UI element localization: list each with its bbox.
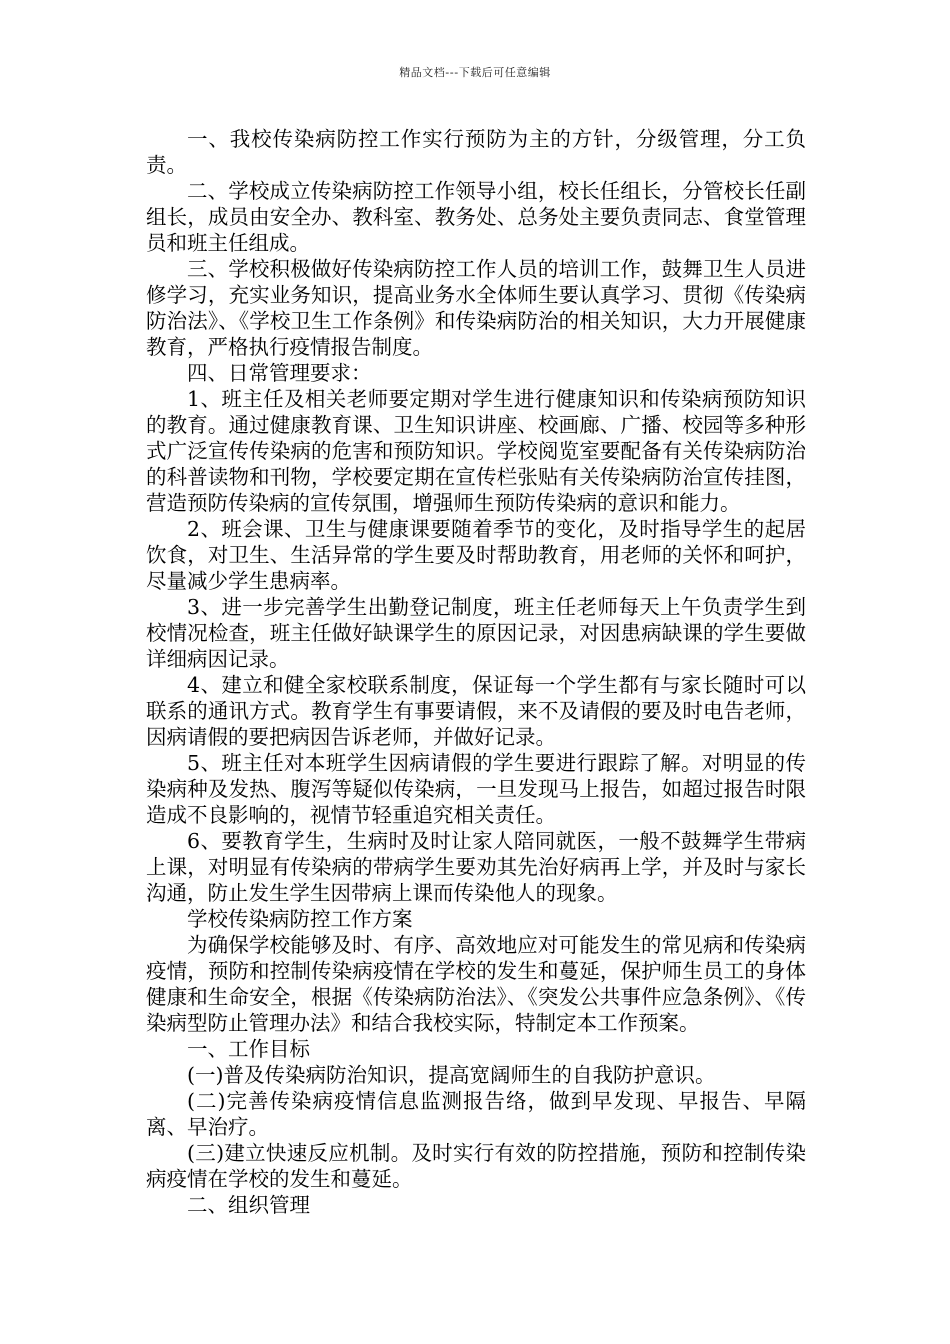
paragraph: 二、学校成立传染病防控工作领导小组，校长任组长，分管校长任副组长，成员由安全办、教科室、教务处、总务处主要负责同志、食堂管理员和班主任组成。 [146,179,806,255]
document-title: 学校传染病防控工作方案 [187,907,413,931]
paragraph: 6、要教育学生，生病时及时让家人陪同就医，一般不鼓舞学生带病上课，对明显有传染病的带病学生要劝其先治好病再上学，并及时与家长沟通，防止发生学生因带病上课而传染他人的现象。 [146,829,806,905]
document-body [146,126,806,1218]
section-heading: 四、日常管理要求： [187,361,372,385]
paragraph: (一)普及传染病防治知识，提高宽阔师生的自我防护意识。 [187,1063,716,1087]
paragraph: (二)完善传染病疫情信息监测报告络，做到早发现、早报告、早隔离、早治疗。 [146,1089,806,1139]
paragraph: 1、班主任及相关老师要定期对学生进行健康知识和传染病预防知识的教育。通过健康教育课、卫生知识讲座、校画廊、广播、校园等多种形式广泛宣传传染病的危害和预防知识。学校阅览室要配备有关传染病防治的科普读物和刊物，学校要定期在宣传栏张贴有关传染病防治宣传挂图，营造预防传染病的宣传氛围，增强师生预防传染病的意识和能力。 [146,387,806,515]
paragraph: (三)建立快速反应机制。及时实行有效的防控措施，预防和控制传染病疫情在学校的发生和蔓延。 [146,1141,806,1191]
paragraph: 5、班主任对本班学生因病请假的学生要进行跟踪了解。对明显的传染病种及发热、腹泻等疑似传染病，一旦发现马上报告，如超过报告时限造成不良影响的，视情节轻重追究相关责任。 [146,751,806,827]
section-heading: 二、组织管理 [187,1193,310,1217]
paragraph: 2、班会课、卫生与健康课要随着季节的变化，及时指导学生的起居饮食，对卫生、生活异常的学生要及时帮助教育，用老师的关怀和呵护，尽量减少学生患病率。 [146,517,806,593]
page-header: 精品文档---下载后可任意编辑 [399,66,551,79]
section-heading: 一、工作目标 [187,1037,310,1061]
paragraph: 4、建立和健全家校联系制度，保证每一个学生都有与家长随时可以联系的通讯方式。教育学生有事要请假，来不及请假的要及时电告老师，因病请假的要把病因告诉老师，并做好记录。 [146,673,806,749]
paragraph: 为确保学校能够及时、有序、高效地应对可能发生的常见病和传染病疫情，预防和控制传染病疫情在学校的发生和蔓延，保护师生员工的身体健康和生命安全，根据《传染病防治法》、《突发公共事件应急条例》、《传染病型防止管理办法》和结合我校实际，特制定本工作预案。 [146,933,806,1035]
paragraph: 一、我校传染病防控工作实行预防为主的方针，分级管理，分工负责。 [146,127,806,177]
paragraph: 3、进一步完善学生出勤登记制度，班主任老师每天上午负责学生到校情况检查，班主任做好缺课学生的原因记录，对因患病缺课的学生要做详细病因记录。 [146,595,806,671]
paragraph: 三、学校积极做好传染病防控工作人员的培训工作，鼓舞卫生人员进修学习，充实业务知识，提高业务水全体师生要认真学习、贯彻《传染病防治法》、《学校卫生工作条例》和传染病防治的相关知识，大力开展健康教育，严格执行疫情报告制度。 [146,257,806,359]
